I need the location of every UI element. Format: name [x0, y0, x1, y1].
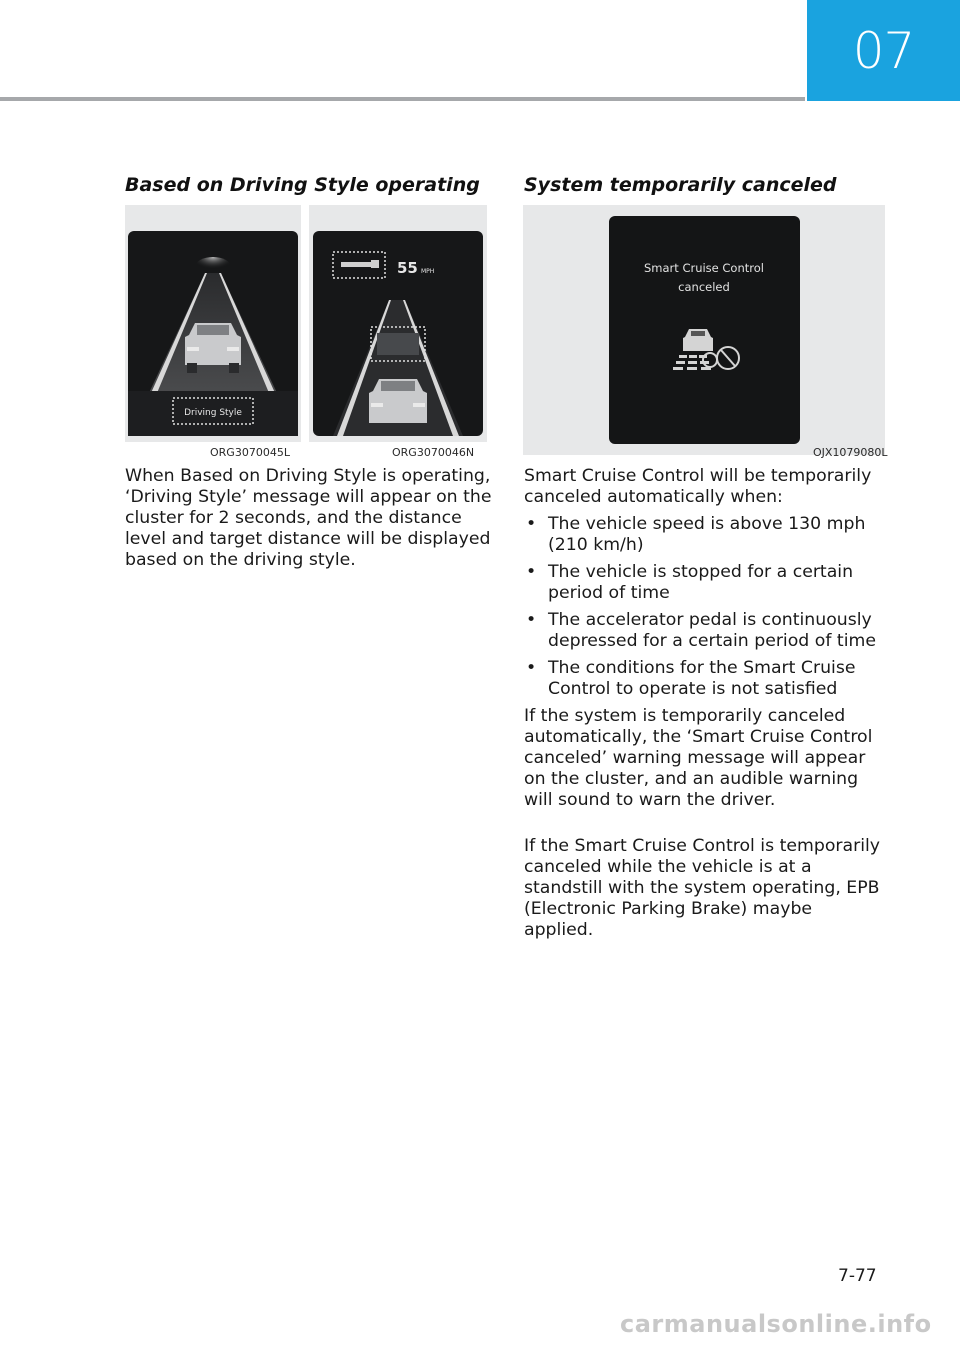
- scc-canceled-line1: Smart Cruise Control: [644, 261, 764, 275]
- scc-epb-paragraph: If the Smart Cruise Control is temporarily canceled while the vehicle is at a standstill with the system operating, EPB (Electronic Parking Brake) maybe applied.: [524, 836, 881, 940]
- figure-scc-canceled-cluster: [523, 205, 885, 455]
- list-item: • The accelerator pedal is continuously depressed for a certain period of time: [524, 610, 884, 652]
- scc-warning-paragraph: If the system is temporarily canceled automatically, the ‘Smart Cruise Control canceled’ warning message will appear on the cluster, and an audible warning will sound to warn the driver.: [524, 706, 873, 810]
- cancel-conditions-list: [524, 514, 884, 706]
- driving-style-paragraph: When Based on Driving Style is operating, ‘Driving Style’ message will appear on the cluster for 2 seconds, and the distance level and target distance will be displayed based on the driving style.: [125, 466, 492, 570]
- figure-code-3: OJX1079080L: [813, 446, 888, 459]
- scc-intro: Smart Cruise Control will be temporarily canceled automatically when:: [524, 466, 872, 507]
- section-heading-driving-style: Based on Driving Style operating: [125, 174, 480, 196]
- list-item: • The conditions for the Smart Cruise Control to operate is not satisfied: [524, 658, 884, 700]
- speed-value: 55: [397, 259, 418, 277]
- speed-unit: MPH: [421, 268, 435, 275]
- scc-canceled-illustration: [523, 205, 885, 455]
- figure-driving-style-cluster: [125, 205, 301, 442]
- scc-canceled-line2: canceled: [678, 280, 730, 294]
- chapter-tab: 07: [807, 0, 960, 101]
- list-item: • The vehicle speed is above 130 mph (210 km/h): [524, 514, 884, 556]
- driving-style-label: Driving Style: [184, 408, 242, 418]
- section-heading-temporarily-canceled: System temporarily canceled: [524, 174, 837, 196]
- figure-code-2: ORG3070046N: [392, 446, 475, 459]
- figure-code-1: ORG3070045L: [210, 446, 290, 459]
- cluster-distance-illustration: [309, 205, 487, 442]
- header-rule: [0, 97, 805, 101]
- cluster-lane-illustration: [125, 205, 301, 442]
- list-item: • The vehicle is stopped for a certain period of time: [524, 562, 884, 604]
- figure-distance-level-cluster: [309, 205, 487, 442]
- page-number: 7-77: [838, 1266, 877, 1286]
- watermark: carmanualsonline.info: [620, 1310, 932, 1338]
